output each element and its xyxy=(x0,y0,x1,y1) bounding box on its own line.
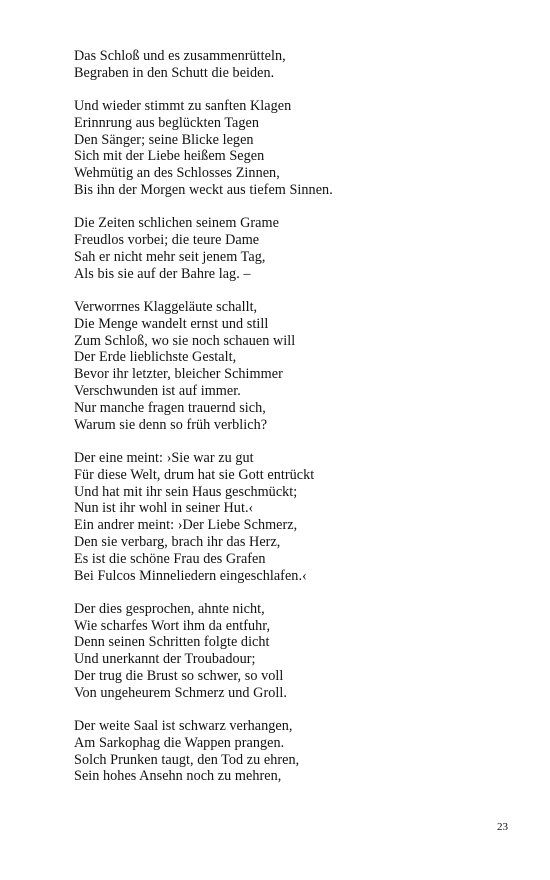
poem-line: Bei Fulcos Minneliedern eingeschlafen.‹ xyxy=(74,567,307,584)
poem-line: Ein andrer meint: ›Der Liebe Schmerz, xyxy=(74,517,298,534)
poem-line: Nur manche fragen trauernd sich, xyxy=(74,399,266,416)
poem-line: Und unerkannt der Troubadour; xyxy=(74,651,256,668)
poem-line: Nun ist ihr wohl in seiner Hut.‹ xyxy=(74,500,254,517)
poem-text xyxy=(74,48,504,802)
stanza xyxy=(74,98,504,199)
stanza xyxy=(74,601,504,702)
poem-line: Und hat mit ihr sein Haus geschmückt; xyxy=(74,483,298,500)
poem-line: Sein hohes Ansehn noch zu mehren, xyxy=(74,768,282,785)
poem-line: Und wieder stimmt zu sanften Klagen xyxy=(74,98,292,115)
poem-line: Sich mit der Liebe heißem Segen xyxy=(74,148,265,165)
poem-line: Den sie verbarg, brach ihr das Herz, xyxy=(74,533,281,550)
poem-line: Für diese Welt, drum hat sie Gott entrückt xyxy=(74,466,315,483)
poem-line: Wie scharfes Wort ihm da entfuhr, xyxy=(74,617,271,634)
poem-line: Bevor ihr letzter, bleicher Schimmer xyxy=(74,366,283,383)
poem-line: Der trug die Brust so schwer, so voll xyxy=(74,668,284,684)
poem-line: Zum Schloß, wo sie noch schauen will xyxy=(74,332,296,349)
poem-line: Verschwunden ist auf immer. xyxy=(74,383,241,400)
poem-line: Erinnrung aus beglückten Tagen xyxy=(74,114,260,131)
poem-line: Die Zeiten schlichen seinem Grame xyxy=(74,215,279,232)
poem-line: Das Schloß und es zusammenrütteln, xyxy=(74,48,286,64)
poem-line: Der Erde lieblichste Gestalt, xyxy=(74,349,237,366)
poem-line: Der dies gesprochen, ahnte nicht, xyxy=(74,600,265,617)
poem-line: Als bis sie auf der Bahre lag. – xyxy=(74,265,251,282)
poem-line: Verworrnes Klaggeläute schallt, xyxy=(74,299,258,316)
poem-line: Es ist die schöne Frau des Grafen xyxy=(74,550,266,567)
stanza xyxy=(74,718,504,785)
poem-line: Von ungeheurem Schmerz und Groll. xyxy=(74,684,287,701)
stanza xyxy=(74,215,504,282)
poem-line: Am Sarkophag die Wappen prangen. xyxy=(74,734,285,751)
poem-line: Warum sie denn so früh verblich? xyxy=(74,416,268,433)
poem-line: Die Menge wandelt ernst und still xyxy=(74,315,269,332)
stanza xyxy=(74,450,504,584)
poem-line: Der eine meint: ›Sie war zu gut xyxy=(74,449,254,466)
poem-line: Bis ihn der Morgen weckt aus tiefem Sinnen. xyxy=(74,182,333,199)
poem-line: Sah er nicht mehr seit jenem Tag, xyxy=(74,248,266,265)
stanza xyxy=(74,48,504,82)
poem-line: Denn seinen Schritten folgte dicht xyxy=(74,634,270,651)
poem-line: Solch Prunken taugt, den Tod zu ehren, xyxy=(74,751,300,768)
poem-line: Begraben in den Schutt die beiden. xyxy=(74,64,275,81)
poem-line: Den Sänger; seine Blicke legen xyxy=(74,131,254,148)
poem-line: Wehmütig an des Schlosses Zinnen, xyxy=(74,165,280,182)
stanza xyxy=(74,299,504,433)
poem-line: Freudlos vorbei; die teure Dame xyxy=(74,232,260,249)
poem-line: Der weite Saal ist schwarz verhangen, xyxy=(74,718,293,735)
page-number: 23 xyxy=(497,821,508,833)
